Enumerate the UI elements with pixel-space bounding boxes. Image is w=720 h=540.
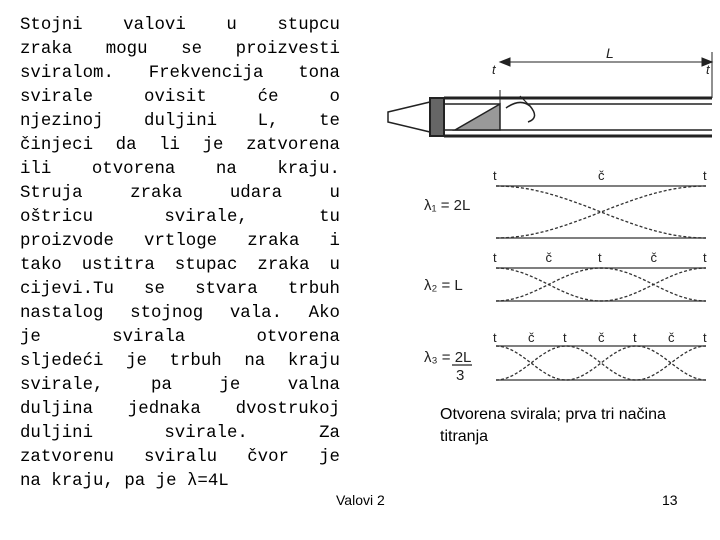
- body-text-line: duljini svirale. Za: [20, 424, 340, 443]
- body-text-line: njezinoj duljini L, te: [20, 112, 340, 131]
- node-antinode-label: č: [598, 330, 605, 345]
- pipe-edge: [455, 104, 500, 130]
- air-vortex: [506, 102, 535, 122]
- node-antinode-label: č: [598, 168, 605, 183]
- body-text-line: nastalog stojnog vala. Ako: [20, 304, 340, 323]
- body-text-line: ili otvorena na kraju.: [20, 160, 340, 179]
- mouthpiece-nozzle: [388, 102, 430, 132]
- body-text-line: zraka mogu se proizvesti: [20, 40, 340, 59]
- node-antinode-label: č: [545, 250, 552, 265]
- node-antinode-label: t: [703, 330, 707, 345]
- body-text-line: cijevi.Tu se stvara trbuh: [20, 280, 340, 299]
- body-text-line: zatvorenu sviralu čvor je: [20, 448, 340, 467]
- wave-envelope-lower: [496, 346, 706, 380]
- node-antinode-label: t: [703, 250, 707, 265]
- footer-title: Valovi 2: [336, 492, 385, 508]
- node-antinode-label: t: [563, 330, 567, 345]
- modes-group: [424, 168, 707, 384]
- wave-envelope-lower: [496, 186, 706, 238]
- node-antinode-label: t: [493, 168, 497, 183]
- mode-row: [424, 168, 707, 238]
- figure-caption: Otvorena svirala; prva tri načina titranja: [440, 406, 666, 445]
- mode-row: [424, 330, 707, 384]
- wavelength-formula-denominator: 3: [456, 367, 465, 384]
- body-text-line: Stojni valovi u stupcu: [20, 16, 340, 35]
- pipe-diagram: [388, 52, 712, 136]
- wave-envelope-upper: [496, 346, 706, 380]
- body-text-line: duljina jednaka dvostrukoj: [20, 400, 340, 419]
- wavelength-formula: λ₂ = L: [424, 277, 463, 294]
- node-antinode-label: t: [598, 250, 602, 265]
- page-number: 13: [662, 492, 678, 508]
- body-text-line: Struja zraka udara u: [20, 184, 340, 203]
- body-text-line: svirale, pa je valna: [20, 376, 340, 395]
- node-antinode-label: t: [493, 250, 497, 265]
- body-text-line: oštricu svirale, tu: [20, 208, 340, 227]
- node-antinode-label: t: [703, 168, 707, 183]
- body-text-line: svirale ovisit će o: [20, 88, 340, 107]
- pipe-end-left-label: t: [492, 62, 496, 77]
- pipe-end-right-label: t: [706, 62, 710, 77]
- body-text-line: činjeci da li je zatvorena: [20, 136, 340, 155]
- wavelength-formula: λ₁ = 2L: [424, 197, 471, 214]
- body-text-line: tako ustitra stupac zraka u: [20, 256, 340, 275]
- body-text-line: proizvode vrtloge zraka i: [20, 232, 340, 251]
- node-antinode-label: č: [668, 330, 675, 345]
- node-antinode-label: t: [633, 330, 637, 345]
- wavelength-formula-numerator: λ₃ = 2L: [424, 349, 472, 366]
- mode-row: [424, 250, 707, 301]
- node-antinode-label: t: [493, 330, 497, 345]
- node-antinode-label: č: [528, 330, 535, 345]
- body-text-line: sljedeći je trbuh na kraju: [20, 352, 340, 371]
- node-antinode-label: č: [650, 250, 657, 265]
- length-label: L: [606, 45, 614, 61]
- body-text-line: sviralom. Frekvencija tona: [20, 64, 340, 83]
- body-text-line: na kraju, pa je λ=4L: [20, 472, 229, 491]
- wave-envelope-upper: [496, 268, 706, 301]
- mouthpiece-block: [430, 98, 444, 136]
- wave-envelope-upper: [496, 186, 706, 238]
- wave-envelope-lower: [496, 268, 706, 301]
- body-text-line: je svirala otvorena: [20, 328, 340, 347]
